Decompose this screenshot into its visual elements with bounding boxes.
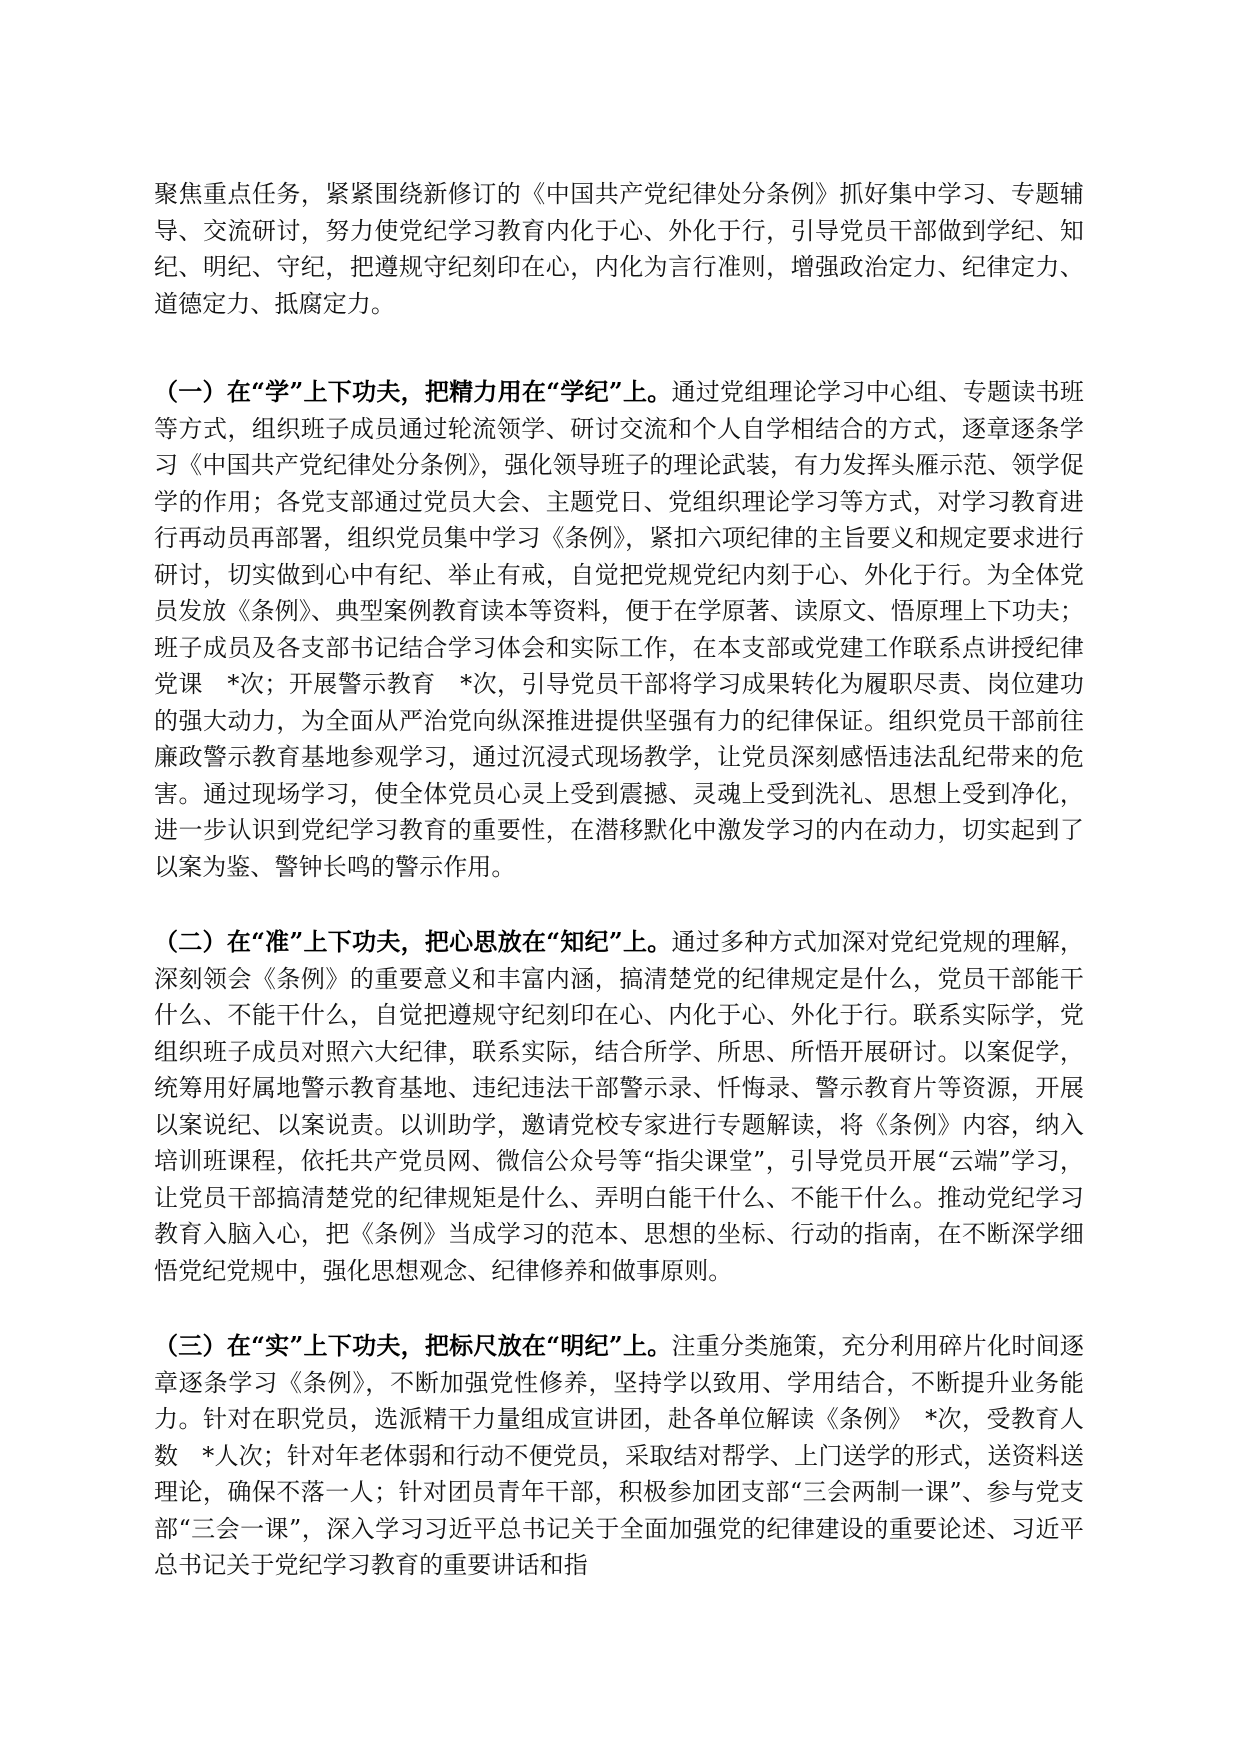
section-2-paragraph [154,924,1084,1289]
section-1-heading: （一）在“学”上下功夫，把精力用在“学纪”上。 [154,377,672,406]
section-1-paragraph [154,374,1084,885]
intro-text: 聚焦重点任务，紧紧围绕新修订的《中国共产党纪律处分条例》抓好集中学习、专题辅导、交流研讨，努力使党纪学习教育内化于心、外化于行，引导党员干部做到学纪、知纪、明纪、守纪，把遵规守纪刻印在心，内化为言行准则，增强政治定力、纪律定力、道德定力、抵腐定力。 [154,180,1084,318]
intro-paragraph [154,176,1084,322]
section-3-body: 注重分类施策，充分利用碎片化时间逐章逐条学习《条例》，不断加强党性修养，坚持学以致用、学用结合，不断提升业务能力。针对在职党员，选派精干力量组成宣讲团，赴各单位解读《条例》 *次，受教育人数 *人次；针对年老体弱和行动不便党员，采取结对帮学、上门送学的形式，送资料送理论，确保不落一人；针对团员青年干部，积极参加团支部“三会两制一课”、参与党支部“三会一课”，深入学习习近平总书记关于全面加强党的纪律建设的重要论述、习近平总书记关于党纪学习教育的重要讲话和指 [154,1332,1084,1579]
section-2-body: 通过多种方式加深对党纪党规的理解，深刻领会《条例》的重要意义和丰富内涵，搞清楚党的纪律规定是什么，党员干部能干什么、不能干什么，自觉把遵规守纪刻印在心、内化于心、外化于行。联系实际学，党组织班子成员对照六大纪律，联系实际，结合所学、所思、所悟开展研讨。以案促学，统筹用好属地警示教育基地、违纪违法干部警示录、忏悔录、警示教育片等资源，开展以案说纪、以案说责。以训助学，邀请党校专家进行专题解读，将《条例》内容，纳入培训班课程，依托共产党员网、微信公众号等“指尖课堂”，引导党员开展“云端”学习，让党员干部搞清楚党的纪律规矩是什么、弄明白能干什么、不能干什么。推动党纪学习教育入脑入心，把《条例》当成学习的范本、思想的坐标、行动的指南，在不断深学细悟党纪党规中，强化思想观念、纪律修养和做事原则。 [154,928,1084,1285]
section-2-heading: （二）在“准”上下功夫，把心思放在“知纪”上。 [154,927,672,956]
section-3-heading: （三）在“实”上下功夫，把标尺放在“明纪”上。 [154,1331,672,1360]
section-3-paragraph [154,1328,1084,1584]
section-1-body: 通过党组理论学习中心组、专题读书班等方式，组织班子成员通过轮流领学、研讨交流和个人自学相结合的方式，逐章逐条学习《中国共产党纪律处分条例》，强化领导班子的理论武装，有力发挥头雁示范、领学促学的作用；各党支部通过党员大会、主题党日、党组织理论学习等方式，对学习教育进行再动员再部署，组织党员集中学习《条例》，紧扣六项纪律的主旨要义和规定要求进行研讨，切实做到心中有纪、举止有戒，自觉把党规党纪内刻于心、外化于行。为全体党员发放《条例》、典型案例教育读本等资料，便于在学原著、读原文、悟原理上下功夫；班子成员及各支部书记结合学习体会和实际工作，在本支部或党建工作联系点讲授纪律党课 *次；开展警示教育 *次，引导党员干部将学习成果转化为履职尽责、岗位建功的强大动力，为全面从严治党向纵深推进提供坚强有力的纪律保证。组织党员干部前往廉政警示教育基地参观学习，通过沉浸式现场教学，让党员深刻感悟违法乱纪带来的危害。通过现场学习，使全体党员心灵上受到震撼、灵魂上受到洗礼、思想上受到净化，进一步认识到党纪学习教育的重要性，在潜移默化中激发学习的内在动力，切实起到了以案为鉴、警钟长鸣的警示作用。 [154,378,1084,881]
